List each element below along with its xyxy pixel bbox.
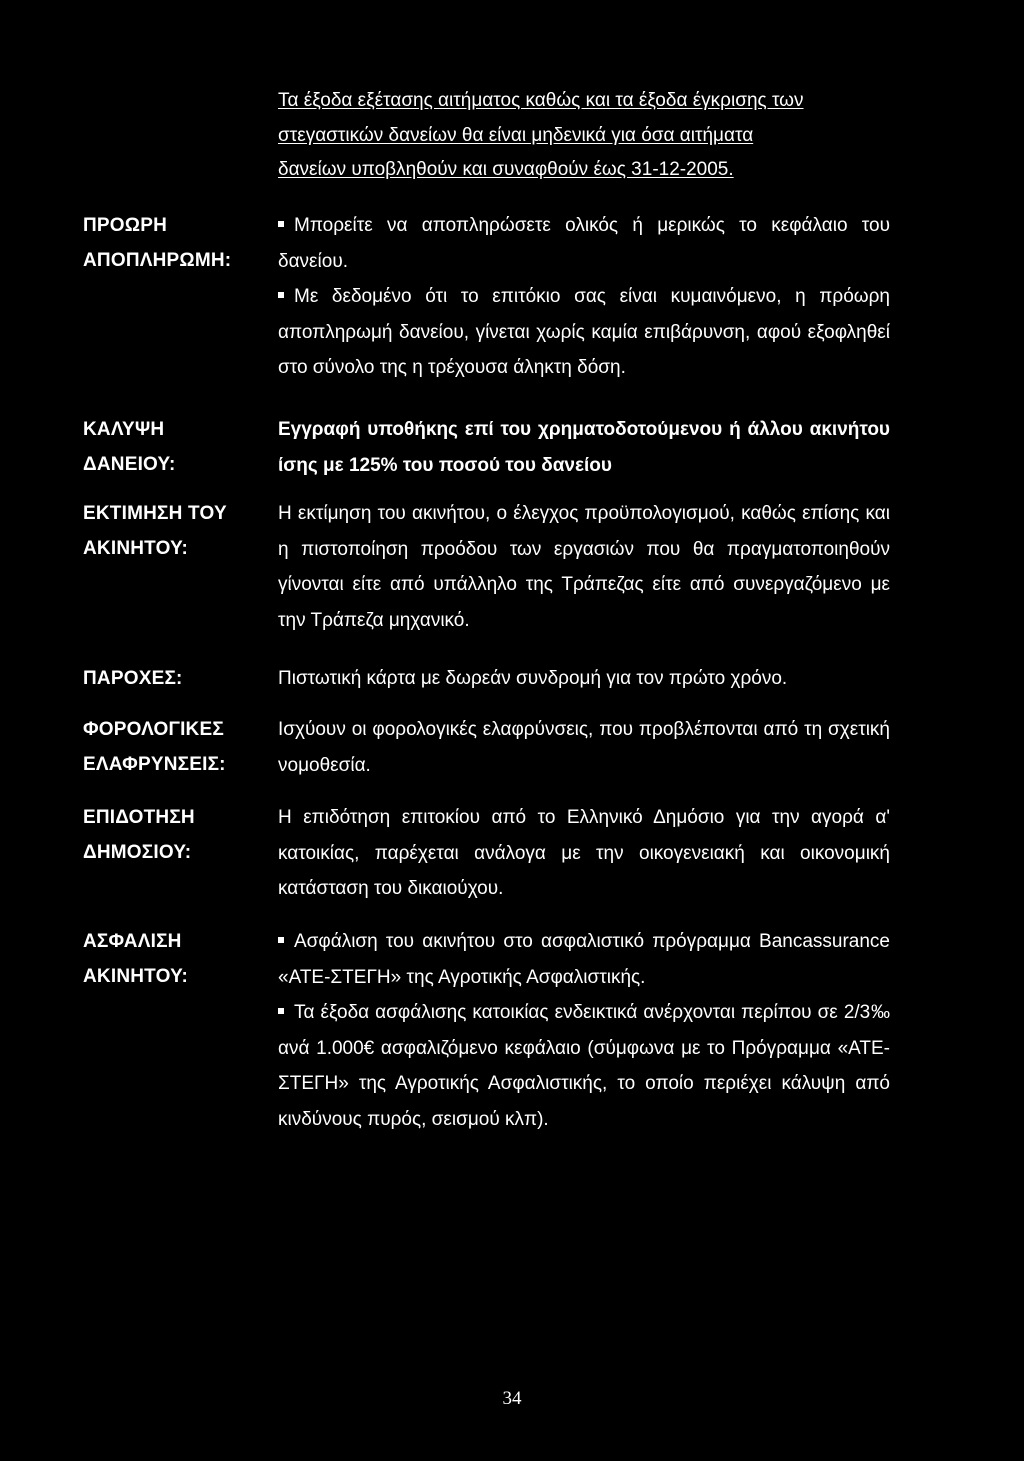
valuation-label-line-1: ΕΚΤΙΜΗΣΗ ΤΟΥ bbox=[83, 503, 227, 524]
insurance-bullet-2-text: Τα έξοδα ασφάλισης κατοικίας ενδεικτικά ανέρχονται περίπου σε 2/3‰ ανά 1.000€ ασφαλιζόμενο κεφάλαιο (σύμφωνα με το Πρόγραμμα «ΑΤΕ-ΣΤΕΓΗ» της Αγροτικής Ασφαλιστικής, το οποίο περιέχει κάλυψη από κινδύνους πυρός, σεισμού κλπ). bbox=[278, 1002, 890, 1130]
insurance-bullet-2 bbox=[278, 995, 890, 1137]
insurance-label-line-2: ΑΚΙΝΗΤΟΥ: bbox=[83, 966, 189, 987]
subsidy-content bbox=[278, 800, 890, 907]
prepayment-bullet-1 bbox=[278, 208, 890, 279]
coverage-label-line-2: ΔΑΝΕΙΟΥ: bbox=[83, 454, 176, 475]
prepayment-bullet-2 bbox=[278, 279, 890, 386]
benefits-text: Πιστωτική κάρτα με δωρεάν συνδρομή για τον πρώτο χρόνο. bbox=[278, 668, 788, 689]
prepayment-bullet-2-text: Με δεδομένο ότι το επιτόκιο σας είναι κυμαινόμενο, η πρόωρη αποπληρωμή δανείου, γίνεται χωρίς καμία επιβάρυνση, αφού εξοφληθεί στο σύνολο της η τρέχουσα άληκτη δόση. bbox=[278, 286, 890, 378]
valuation-label-line-2: ΑΚΙΝΗΤΟΥ: bbox=[83, 538, 189, 559]
valuation-text: Η εκτίμηση του ακινήτου, ο έλεγχος προϋπολογισμού, καθώς επίσης και η πιστοποίηση προόδου των εργασιών που θα πραγματοποιηθούν γίνονται είτε από υπάλληλο της Τράπεζας είτε από συνεργαζόμενο με την Τράπεζα μηχανικό. bbox=[278, 503, 890, 631]
tax-text: Ισχύουν οι φορολογικές ελαφρύνσεις, που προβλέπονται από τη σχετική νομοθεσία. bbox=[278, 719, 890, 776]
prepayment-content bbox=[278, 208, 890, 386]
insurance-label bbox=[83, 924, 273, 994]
subsidy-text: Η επιδότηση επιτοκίου από το Ελληνικό Δημόσιο για την αγορά α' κατοικίας, παρέχεται ανάλογα με την οικογενειακή και οικονομική κατάσταση του δικαιούχου. bbox=[278, 807, 890, 899]
tax-label-line-1: ΦΟΡΟΛΟΓΙΚΕΣ bbox=[83, 719, 224, 740]
tax-label bbox=[83, 712, 273, 782]
benefits-label-line-1: ΠΑΡΟΧΕΣ: bbox=[83, 668, 183, 689]
coverage-text: Εγγραφή υποθήκης επί του χρηματοδοτούμενου ή άλλου ακινήτου ίσης με 125% του ποσού του δανείου bbox=[278, 419, 890, 476]
bullet-icon bbox=[278, 937, 284, 943]
valuation-content bbox=[278, 496, 890, 638]
intro-line-1: Τα έξοδα εξέτασης αιτήματος καθώς και τα έξοδα έγκρισης των bbox=[278, 90, 804, 111]
coverage-content bbox=[278, 412, 890, 483]
insurance-bullet-1 bbox=[278, 924, 890, 995]
insurance-bullet-1-text: Ασφάλιση του ακινήτου στο ασφαλιστικό πρόγραμμα Bancassurance «ΑΤΕ-ΣΤΕΓΗ» της Αγροτικής Ασφαλιστικής. bbox=[278, 931, 890, 988]
benefits-label bbox=[83, 661, 273, 696]
page-number: 34 bbox=[502, 1388, 522, 1409]
intro-line-3: δανείων υποβληθούν και συναφθούν έως 31-12-2005. bbox=[278, 159, 734, 180]
subsidy-label-line-2: ΔΗΜΟΣΙΟΥ: bbox=[83, 842, 192, 863]
subsidy-label bbox=[83, 800, 273, 870]
coverage-label-line-1: ΚΑΛΥΨΗ bbox=[83, 419, 165, 440]
benefits-content bbox=[278, 661, 890, 697]
insurance-label-line-1: ΑΣΦΑΛΙΣΗ bbox=[83, 931, 182, 952]
tax-content bbox=[278, 712, 890, 783]
prepayment-label bbox=[83, 208, 273, 278]
intro-paragraph bbox=[278, 84, 890, 188]
insurance-content bbox=[278, 924, 890, 1137]
bullet-icon bbox=[278, 221, 284, 227]
valuation-label bbox=[83, 496, 273, 566]
coverage-label bbox=[83, 412, 273, 482]
prepayment-label-line-2: ΑΠΟΠΛΗΡΩΜΗ: bbox=[83, 250, 232, 271]
tax-label-line-2: ΕΛΑΦΡΥΝΣΕΙΣ: bbox=[83, 754, 226, 775]
prepayment-bullet-1-text: Μπορείτε να αποπληρώσετε ολικός ή μερικώς το κεφάλαιο του δανείου. bbox=[278, 215, 890, 272]
prepayment-label-line-1: ΠΡΟΩΡΗ bbox=[83, 215, 168, 236]
intro-line-2: στεγαστικών δανείων θα είναι μηδενικά για όσα αιτήματα bbox=[278, 124, 754, 146]
bullet-icon bbox=[278, 1008, 284, 1014]
subsidy-label-line-1: ΕΠΙΔΟΤΗΣΗ bbox=[83, 807, 195, 828]
bullet-icon bbox=[278, 292, 284, 298]
